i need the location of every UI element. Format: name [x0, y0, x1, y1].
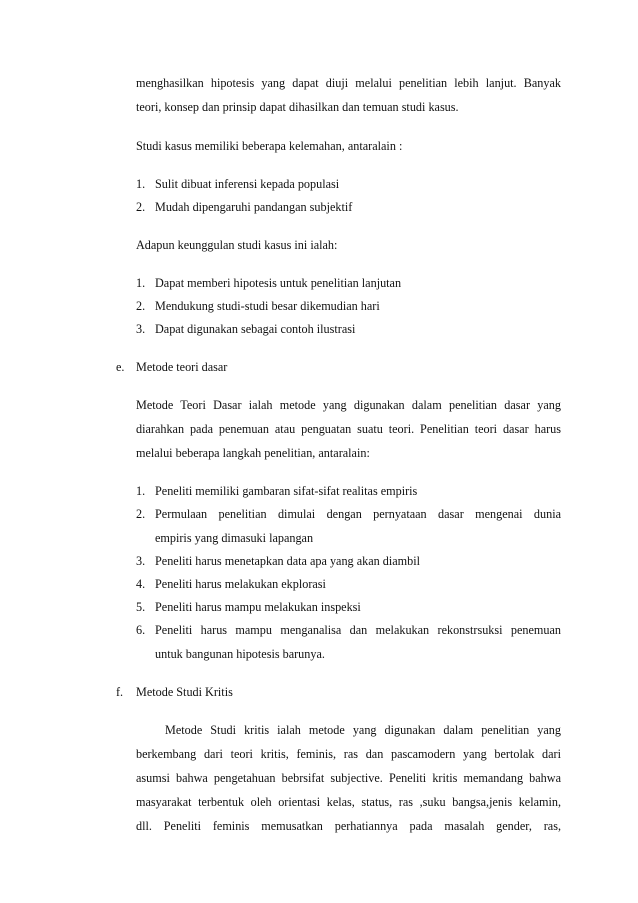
section-e-para-line-2: diarahkan pada penemuan atau penguatan suatu teori. Penelitian teori dasar harus	[136, 422, 561, 436]
section-f-para-line-4: masyarakat terbentuk oleh orientasi kelas, status, ras ,suku bangsa,jenis kelamin,	[136, 795, 561, 809]
section-e-item-4-number: 4.	[136, 577, 146, 591]
section-f-para-line-2: berkembang dari teori kritis, feminis, ras dan pascamodern yang bertolak dari	[136, 747, 561, 761]
section-e-item-2-number: 2.	[136, 507, 146, 521]
section-f-title: Metode Studi Kritis	[136, 685, 233, 699]
section-e-item-1: Peneliti memiliki gambaran sifat-sifat realitas empiris	[155, 484, 418, 498]
section-e-para-line-1: Metode Teori Dasar ialah metode yang digunakan dalam penelitian dasar yang	[136, 398, 561, 412]
weakness-item-1-number: 1.	[136, 177, 146, 191]
advantage-item-3: Dapat digunakan sebagai contoh ilustrasi	[155, 322, 356, 336]
section-e-item-5-number: 5.	[136, 600, 146, 614]
section-f-para-line-1: Metode Studi kritis ialah metode yang digunakan dalam penelitian yang	[165, 723, 561, 737]
weakness-item-1: Sulit dibuat inferensi kepada populasi	[155, 177, 340, 191]
section-e-item-4: Peneliti harus melakukan ekplorasi	[155, 577, 326, 591]
section-e-item-5: Peneliti harus mampu melakukan inspeksi	[155, 600, 361, 614]
weakness-item-2-number: 2.	[136, 200, 146, 214]
advantage-item-1: Dapat memberi hipotesis untuk penelitian lanjutan	[155, 276, 402, 290]
section-e-letter: e.	[116, 360, 125, 374]
section-e-item-2-line-1: Permulaan penelitian dimulai dengan pernyataan dasar mengenai dunia	[155, 507, 561, 521]
intro-line-2: teori, konsep dan prinsip dapat dihasilkan dan temuan studi kasus.	[136, 100, 459, 114]
section-e-item-6-line-1: Peneliti harus mampu menganalisa dan melakukan rekonstrsuksi penemuan	[155, 623, 561, 637]
section-e-para-line-3: melalui beberapa langkah penelitian, antaralain:	[136, 446, 370, 460]
section-f-para-line-5: dll. Peneliti feminis memusatkan perhatiannya pada masalah gender, ras,	[136, 819, 561, 833]
section-e-title: Metode teori dasar	[136, 360, 228, 374]
advantage-lead: Adapun keunggulan studi kasus ini ialah:	[136, 238, 338, 252]
weakness-item-2: Mudah dipengaruhi pandangan subjektif	[155, 200, 353, 214]
intro-line-1: menghasilkan hipotesis yang dapat diuji melalui penelitian lebih lanjut. Banyak	[136, 76, 561, 90]
advantage-item-3-number: 3.	[136, 322, 146, 336]
section-e-item-6-number: 6.	[136, 623, 146, 637]
advantage-item-1-number: 1.	[136, 276, 146, 290]
section-e-item-1-number: 1.	[136, 484, 146, 498]
advantage-item-2: Mendukung studi-studi besar dikemudian hari	[155, 299, 380, 313]
weakness-lead: Studi kasus memiliki beberapa kelemahan, antaralain :	[136, 139, 403, 153]
advantage-item-2-number: 2.	[136, 299, 146, 313]
section-e-item-3: Peneliti harus menetapkan data apa yang akan diambil	[155, 554, 420, 568]
section-e-item-6-line-2: untuk bangunan hipotesis barunya.	[155, 647, 325, 661]
section-f-para-line-3: asumsi bahwa pengetahuan bebrsifat subjective. Peneliti kritis memandang bahwa	[136, 771, 561, 785]
section-e-item-2-line-2: empiris yang dimasuki lapangan	[155, 531, 314, 545]
section-f-letter: f.	[116, 685, 124, 699]
section-e-item-3-number: 3.	[136, 554, 146, 568]
